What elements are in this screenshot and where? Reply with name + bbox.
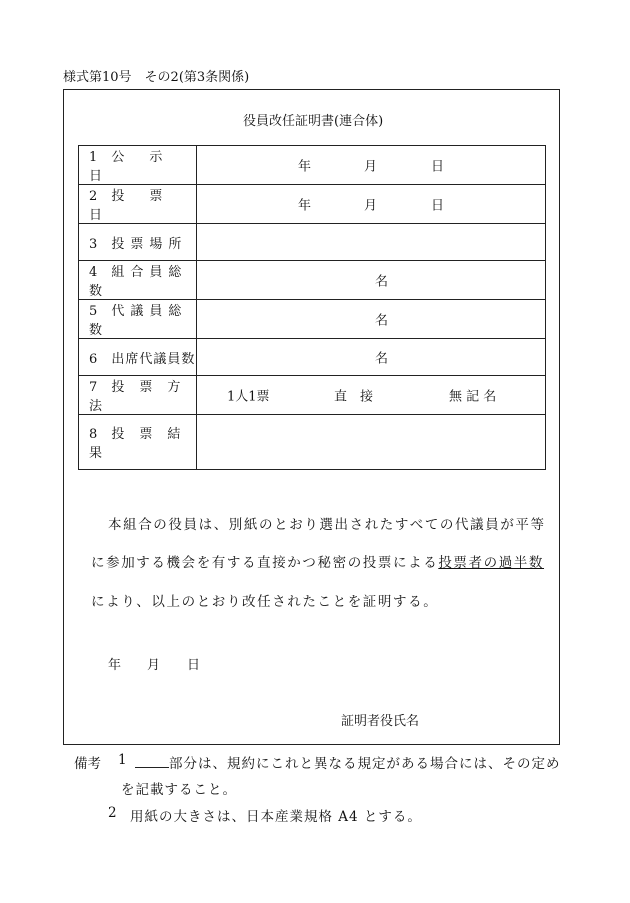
row-number: 5 xyxy=(89,304,98,319)
row-number: 6 xyxy=(89,351,98,367)
table-row xyxy=(79,376,546,415)
form-title: 役員改任証明書(連合体) xyxy=(243,114,384,129)
date-day: 日 xyxy=(187,658,201,673)
certification-line-3: により、以上のとおり改任されたことを証明する。 xyxy=(91,594,439,610)
row-label: 公 示 日 xyxy=(89,150,188,184)
note-1: 部分は、規約にこれと異なる規定がある場合には、その定め xyxy=(135,752,561,772)
count-unit: 名 xyxy=(375,313,389,329)
certification-line-2: に参加する機会を有する直接かつ秘密の投票による投票者の過半数 xyxy=(91,555,545,571)
form-table xyxy=(78,145,546,470)
row-number: 1 xyxy=(89,150,98,165)
note-1-continued: を記載すること。 xyxy=(121,782,237,798)
row-number: 7 xyxy=(89,380,98,395)
row-number: 8 xyxy=(89,427,98,442)
row-label: 投 票 結 果 xyxy=(89,427,196,461)
row-label: 投 票 方 法 xyxy=(89,380,196,414)
row-number: 4 xyxy=(89,265,98,280)
date-year: 年 xyxy=(108,658,122,673)
method-secret: 無 記 名 xyxy=(449,389,497,405)
note-1-number: 1 xyxy=(118,752,127,768)
row-label: 組合員総数 xyxy=(89,265,188,299)
method-one-vote: 1人1票 xyxy=(227,389,270,405)
row-number: 3 xyxy=(89,236,98,252)
year-unit: 年 xyxy=(298,159,312,175)
underline-blank xyxy=(135,756,169,768)
certification-line-1: 本組合の役員は、別紙のとおり選出されたすべての代議員が平等 xyxy=(108,517,546,533)
row-number: 2 xyxy=(89,189,98,204)
month-unit: 月 xyxy=(364,159,378,175)
underlined-phrase: 投票者の過半数 xyxy=(438,555,545,571)
month-unit: 月 xyxy=(364,198,378,214)
table-row xyxy=(79,146,546,185)
table-row xyxy=(79,339,546,376)
count-unit: 名 xyxy=(375,351,389,367)
notes-label: 備考 xyxy=(74,756,101,772)
row-label: 出席代議員数 xyxy=(111,351,196,367)
form-header: 様式第10号 その2(第3条関係) xyxy=(63,70,250,85)
table-row xyxy=(79,224,546,261)
row-label: 代議員総数 xyxy=(89,304,188,338)
table-row xyxy=(79,300,546,339)
day-unit: 日 xyxy=(431,159,445,175)
date-month: 月 xyxy=(147,658,161,673)
year-unit: 年 xyxy=(298,198,312,214)
row-label: 投票場所 xyxy=(111,236,188,252)
table-row xyxy=(79,415,546,470)
note-2-number: 2 xyxy=(108,805,117,821)
certifier-label: 証明者役氏名 xyxy=(341,714,420,729)
table-row xyxy=(79,261,546,300)
method-direct: 直 接 xyxy=(334,389,374,405)
day-unit: 日 xyxy=(431,198,445,214)
note-2: 用紙の大きさは、日本産業規格 A4 とする。 xyxy=(130,809,422,825)
row-label: 投 票 日 xyxy=(89,189,188,223)
count-unit: 名 xyxy=(375,274,389,290)
table-row xyxy=(79,185,546,224)
